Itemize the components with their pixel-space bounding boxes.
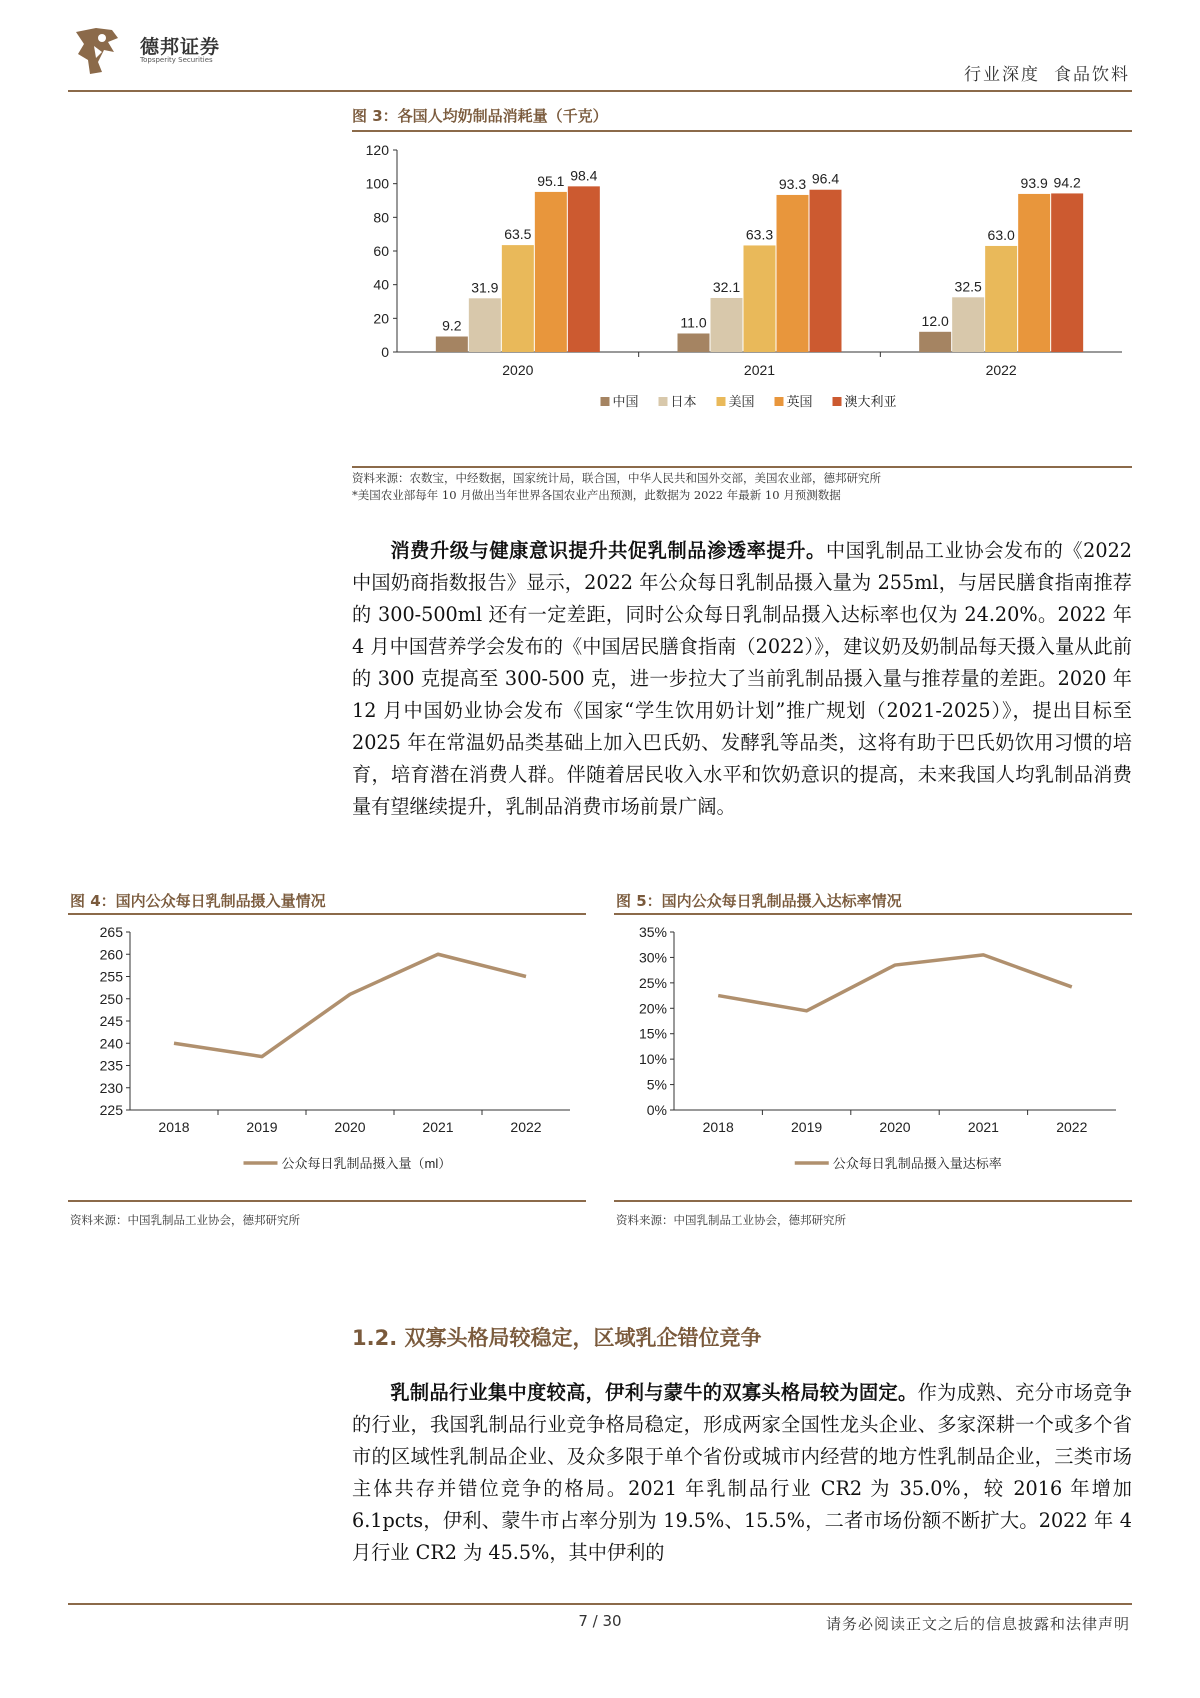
figure3-top-rule — [352, 130, 1132, 132]
bar-中国-2022 — [919, 332, 951, 352]
disclaimer-note: 请务必阅读正文之后的信息披露和法律声明 — [825, 1615, 1130, 1633]
data-label: 93.9 — [1020, 174, 1048, 191]
figure4-title: 图 4：国内公众每日乳制品摄入量情况 — [70, 892, 326, 910]
x-tick-label: 2019 — [791, 1119, 823, 1135]
figure5-source: 资料来源：中国乳制品工业协会，德邦研究所 — [616, 1213, 846, 1227]
report-category — [964, 60, 1130, 85]
y-tick-label: 235 — [99, 1057, 123, 1074]
legend-label-日本: 日本 — [670, 394, 697, 409]
bar-英国-2020 — [535, 192, 567, 352]
bar-美国-2020 — [502, 245, 534, 352]
data-label: 94.2 — [1053, 174, 1081, 191]
y-tick-label: 15% — [638, 1025, 667, 1042]
bar-中国-2020 — [436, 337, 468, 352]
bar-日本-2022 — [952, 297, 984, 352]
legend-label-中国: 中国 — [612, 394, 639, 409]
data-label: 12.0 — [921, 312, 949, 329]
figure4-line-chart — [68, 920, 586, 1190]
x-tick-label: 2022 — [1056, 1119, 1088, 1135]
figure4-top-rule — [68, 913, 586, 915]
data-label: 93.3 — [778, 175, 807, 192]
data-label: 96.4 — [811, 170, 840, 187]
section-heading: 1.2. 双寡头格局较稳定，区域乳企错位竞争 — [352, 1326, 762, 1350]
x-tick-label: 2019 — [246, 1119, 278, 1135]
bar-美国-2022 — [985, 246, 1017, 352]
bar-日本-2020 — [469, 298, 501, 352]
y-tick-label: 225 — [99, 1102, 123, 1118]
x-tick-label: 2018 — [702, 1119, 734, 1135]
paragraph2-text: 作为成熟、充分市场竞争的行业，我国乳制品行业竞争格局稳定，形成两家全国性龙头企业、多家深耕一个或多个省市的区域性乳制品企业、及众多限于单个省份或城市内经营的地方性乳制品企业，三类市场主体共存并错位竞争的格局。2021 年乳制品行业 CR2 为 35.0%，较 2016 年增加 6.1pcts，伊利、蒙牛市占率分别为 19.5%、15.5%，二者市场份额不断扩大。2022 年 4 月行业 CR2 为 45.5%，其中伊利的 — [352, 1381, 1132, 1564]
bar-英国-2021 — [777, 195, 809, 352]
figure3-source — [352, 470, 881, 504]
data-label: 32.1 — [712, 278, 741, 295]
bar-中国-2021 — [678, 333, 710, 352]
figure5-line-chart — [614, 920, 1132, 1190]
data-label: 11.0 — [680, 314, 707, 331]
x-tick-label: 2020 — [334, 1119, 366, 1135]
y-tick-label: 35% — [638, 924, 667, 940]
header-divider — [68, 90, 1132, 92]
data-label: 32.5 — [954, 278, 982, 295]
figure5-title: 图 5：国内公众每日乳制品摄入达标率情况 — [616, 892, 902, 910]
x-tick-label: 2020 — [502, 362, 534, 378]
figure3-bar-chart — [352, 138, 1132, 458]
y-tick-label: 0 — [381, 344, 389, 360]
paragraph2-lead: 乳制品行业集中度较高，伊利与蒙牛的双寡头格局较为固定。 — [390, 1381, 918, 1404]
data-label: 95.1 — [537, 172, 565, 189]
body-paragraph-2 — [352, 1377, 1132, 1569]
legend-swatch-中国 — [601, 397, 610, 406]
y-tick-label: 80 — [373, 209, 389, 226]
legend-label: 公众每日乳制品摄入量达标率 — [832, 1156, 1002, 1171]
legend-label-美国: 美国 — [728, 394, 755, 409]
x-tick-label: 2021 — [422, 1119, 454, 1135]
figure3-source-line1: 资料来源：农数宝，中经数据，国家统计局，联合国，中华人民共和国外交部，美国农业部，德邦研究所 — [352, 471, 881, 485]
y-tick-label: 10% — [638, 1051, 667, 1068]
y-tick-label: 5% — [646, 1076, 667, 1093]
figure4-source: 资料来源：中国乳制品工业协会，德邦研究所 — [70, 1213, 300, 1227]
y-tick-label: 245 — [99, 1013, 123, 1029]
x-tick-label: 2021 — [967, 1119, 999, 1135]
category-industry: 食品饮料 — [1054, 65, 1130, 85]
figure5-top-rule — [614, 913, 1132, 915]
y-tick-label: 25% — [638, 974, 667, 991]
bar-日本-2021 — [711, 298, 743, 352]
bar-澳大利亚-2022 — [1051, 193, 1083, 352]
figure3-bottom-rule — [352, 466, 1132, 468]
y-tick-label: 265 — [99, 924, 123, 940]
x-tick-label: 2020 — [879, 1119, 911, 1135]
legend-swatch-澳大利亚 — [833, 397, 842, 406]
x-tick-label: 2018 — [158, 1119, 190, 1135]
data-label: 98.4 — [570, 167, 598, 184]
y-tick-label: 40 — [373, 276, 389, 293]
page-number: 7 / 30 — [578, 1612, 622, 1630]
logo-mark-icon — [68, 22, 126, 78]
data-label: 9.2 — [442, 317, 462, 334]
body-paragraph-1 — [352, 535, 1132, 823]
x-tick-label: 2022 — [510, 1119, 542, 1135]
legend-swatch-英国 — [775, 397, 784, 406]
y-tick-label: 230 — [99, 1079, 123, 1096]
y-tick-label: 60 — [373, 243, 389, 259]
legend-label-英国: 英国 — [786, 394, 813, 409]
figure5-bottom-rule — [614, 1200, 1132, 1202]
y-tick-label: 100 — [365, 175, 389, 192]
y-tick-label: 30% — [638, 949, 667, 966]
data-label: 31.9 — [471, 279, 499, 296]
figure3-source-line2: *美国农业部每年 10 月做出当年世界各国农业产出预测，此数据为 2022 年最新 10 月预测数据 — [352, 488, 841, 502]
y-tick-label: 20 — [373, 310, 389, 327]
legend-label-澳大利亚: 澳大利亚 — [844, 394, 897, 409]
y-tick-label: 0% — [646, 1102, 667, 1118]
y-tick-label: 240 — [99, 1035, 123, 1052]
y-tick-label: 120 — [365, 142, 389, 158]
y-tick-label: 255 — [99, 968, 123, 985]
logo-english-name: Topsperity Securities — [140, 56, 213, 64]
company-logo — [68, 22, 126, 78]
paragraph1-text: 中国乳制品工业协会发布的《2022 中国奶商指数报告》显示，2022 年公众每日乳制品摄入量为 255ml，与居民膳食指南推荐的 300-500ml 还有一定差距，同时公众每日乳制品摄入达标率也仅为 24.20%。2022 年 4 月中国营养学会发布的《中国居民膳食指南（2022）》，建议奶及奶制品每天摄入量从此前的 300 克提高至 300-500 克，进一步拉大了当前乳制品摄入量与推荐量的差距。2020 年 12 月中国奶业协会发布《国家“学生饮用奶计划”推广规划（2021-2025）》，提出目标至 2025 年在常温奶品类基础上加入巴氏奶、发酵乳等品类，这将有助于巴氏奶饮用习惯的培育，培育潜在消费人群。伴随着居民收入水平和饮奶意识的提高，未来我国人均乳制品消费量有望继续提升，乳制品消费市场前景广阔。 — [352, 539, 1132, 818]
logo-chinese-name: 德邦证券 — [140, 36, 221, 58]
y-tick-label: 260 — [99, 946, 123, 963]
legend-swatch-美国 — [717, 397, 726, 406]
y-tick-label: 250 — [99, 990, 123, 1007]
series-line — [718, 955, 1072, 1011]
figure4-bottom-rule — [68, 1200, 586, 1202]
legend-label: 公众每日乳制品摄入量（ml） — [281, 1156, 452, 1171]
footer-divider — [68, 1603, 1132, 1605]
legend-swatch-日本 — [659, 397, 668, 406]
paragraph1-lead: 消费升级与健康意识提升共促乳制品渗透率提升。 — [390, 539, 826, 562]
bar-美国-2021 — [744, 245, 776, 352]
figure3-title: 图 3：各国人均奶制品消耗量（千克） — [352, 107, 608, 125]
data-label: 63.5 — [504, 226, 532, 243]
x-tick-label: 2021 — [743, 362, 776, 378]
bar-英国-2022 — [1018, 194, 1050, 352]
data-label: 63.0 — [987, 226, 1015, 243]
series-line — [174, 954, 526, 1056]
data-label: 63.3 — [745, 226, 774, 243]
bar-澳大利亚-2021 — [810, 190, 842, 352]
x-tick-label: 2022 — [985, 362, 1017, 378]
y-tick-label: 20% — [638, 1000, 667, 1017]
category-type: 行业深度 — [964, 65, 1040, 85]
bar-澳大利亚-2020 — [568, 186, 600, 352]
